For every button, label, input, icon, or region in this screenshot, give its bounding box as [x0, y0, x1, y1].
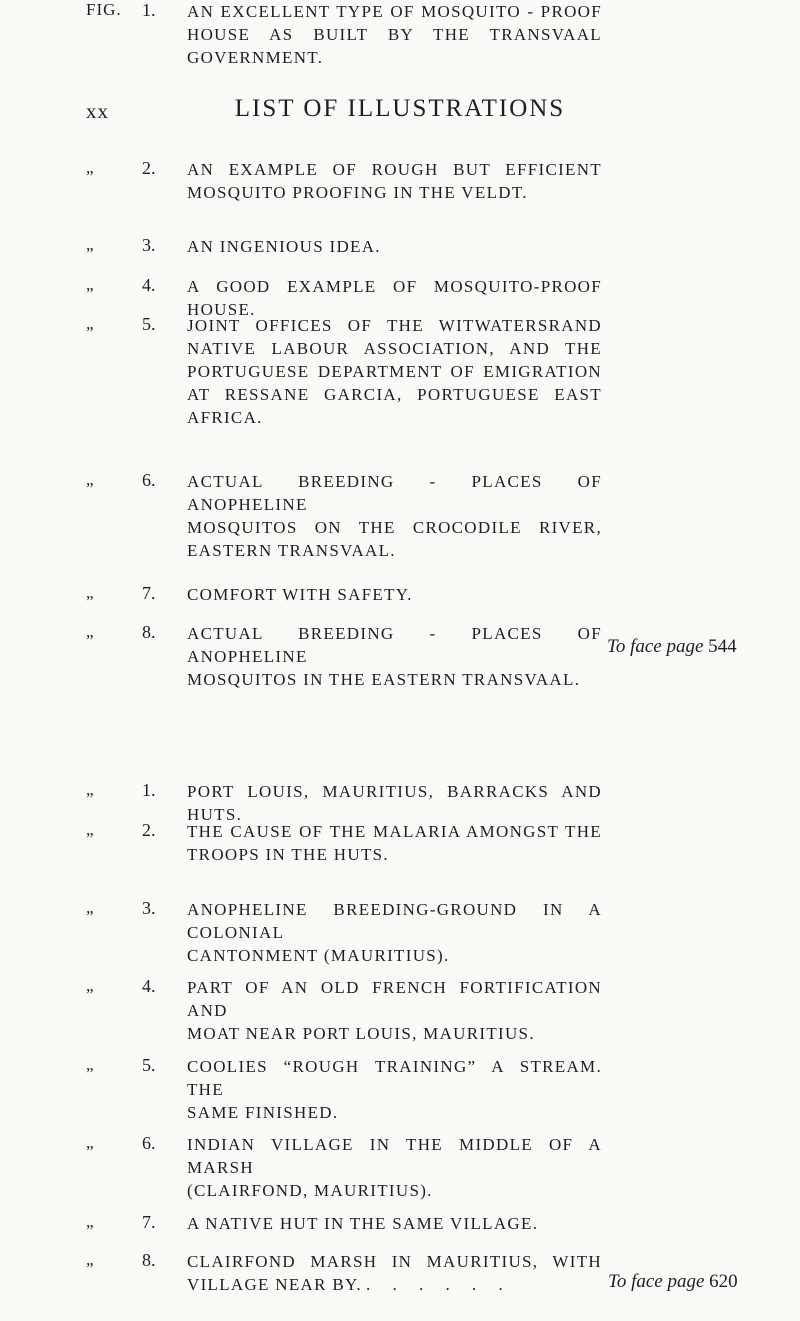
- caption: [187, 0, 602, 69]
- page-ref-prefix: To face page: [607, 636, 704, 657]
- fig-number: 2.: [142, 820, 156, 840]
- fig-label: „: [86, 1212, 95, 1231]
- caption: [187, 314, 602, 429]
- caption-line: (CLAIRFOND, MAURITIUS).: [187, 1181, 433, 1200]
- caption-line: ANOPHELINE BREEDING-GROUND IN A COLONIAL: [187, 900, 602, 942]
- fig-number: 2.: [142, 158, 156, 178]
- fig-label: „: [86, 470, 95, 489]
- caption-line: INDIAN VILLAGE IN THE MIDDLE OF A MARSH: [187, 1135, 602, 1177]
- fig-number: 4.: [142, 976, 156, 996]
- fig-number: 5.: [142, 1055, 156, 1075]
- caption-line: VILLAGE NEAR BY.: [187, 1275, 362, 1294]
- caption: [187, 235, 602, 258]
- caption: [187, 1055, 602, 1124]
- caption-line: ACTUAL BREEDING - PLACES OF ANOPHELINE: [187, 624, 602, 666]
- leader-dots: . . . . . .: [366, 1275, 512, 1294]
- caption-line: COMFORT WITH SAFETY.: [187, 585, 413, 604]
- caption-line: GOVERNMENT.: [187, 48, 324, 67]
- fig-label: „: [86, 1133, 95, 1152]
- caption-line: MOSQUITOS ON THE CROCODILE RIVER,: [187, 518, 602, 537]
- fig-number: 1.: [142, 780, 156, 800]
- caption-line: NATIVE LABOUR ASSOCIATION, AND THE: [187, 339, 602, 358]
- page-reference: [607, 636, 737, 658]
- caption-line: AT RESSANE GARCIA, PORTUGUESE EAST: [187, 385, 602, 404]
- caption: [187, 820, 602, 866]
- fig-number: 7.: [142, 583, 156, 603]
- caption-line: MOSQUITO PROOFING IN THE VELDT.: [187, 183, 528, 202]
- caption-line: ACTUAL BREEDING - PLACES OF ANOPHELINE: [187, 472, 602, 514]
- caption: [187, 470, 602, 562]
- caption: [187, 158, 602, 204]
- caption: [187, 1212, 602, 1235]
- page-reference: [608, 1271, 738, 1293]
- fig-label: „: [86, 314, 95, 333]
- fig-number: 4.: [142, 275, 156, 295]
- caption-line: SAME FINISHED.: [187, 1103, 339, 1122]
- caption-line: CANTONMENT (MAURITIUS).: [187, 946, 450, 965]
- fig-number: 8.: [142, 622, 156, 642]
- fig-number: 7.: [142, 1212, 156, 1232]
- fig-number: 6.: [142, 1133, 156, 1153]
- fig-label: „: [86, 1055, 95, 1074]
- caption-line: CLAIRFOND MARSH IN MAURITIUS, WITH: [187, 1252, 602, 1271]
- caption-line: AFRICA.: [187, 408, 263, 427]
- caption-line: PART OF AN OLD FRENCH FORTIFICATION AND: [187, 978, 602, 1020]
- fig-number: 1.: [142, 0, 156, 20]
- caption-line: PORT LOUIS, MAURITIUS, BARRACKS AND HUTS.: [187, 782, 602, 824]
- caption: [187, 976, 602, 1045]
- page-header: [0, 95, 800, 125]
- caption: [187, 622, 602, 691]
- fig-number: 3.: [142, 898, 156, 918]
- fig-label: „: [86, 275, 95, 294]
- caption-line: TROOPS IN THE HUTS.: [187, 845, 389, 864]
- caption-line: A GOOD EXAMPLE OF MOSQUITO-PROOF HOUSE.: [187, 277, 602, 319]
- caption-line: HOUSE AS BUILT BY THE TRANSVAAL: [187, 25, 602, 44]
- page-title: LIST OF ILLUSTRATIONS: [234, 95, 566, 122]
- page-ref-number: 620: [709, 1271, 738, 1292]
- fig-label: „: [86, 780, 95, 799]
- caption-line: EASTERN TRANSVAAL.: [187, 541, 396, 560]
- page-number: xx: [86, 99, 109, 123]
- fig-label: „: [86, 622, 95, 641]
- fig-label: „: [86, 820, 95, 839]
- caption-line: AN INGENIOUS IDEA.: [187, 237, 381, 256]
- caption-line: AN EXAMPLE OF ROUGH BUT EFFICIENT: [187, 160, 602, 179]
- fig-label: „: [86, 898, 95, 917]
- fig-number: 8.: [142, 1250, 156, 1270]
- fig-label: FIG.: [86, 0, 122, 19]
- caption: [187, 583, 602, 606]
- fig-label: „: [86, 235, 95, 254]
- fig-number: 5.: [142, 314, 156, 334]
- fig-label: „: [86, 158, 95, 177]
- fig-label: „: [86, 1250, 95, 1269]
- caption-line: PORTUGUESE DEPARTMENT OF EMIGRATION: [187, 362, 602, 381]
- caption: [187, 1133, 602, 1202]
- caption-line: JOINT OFFICES OF THE WITWATERSRAND: [187, 316, 602, 335]
- page-ref-prefix: To face page: [608, 1271, 705, 1292]
- fig-number: 6.: [142, 470, 156, 490]
- caption-line: AN EXCELLENT TYPE OF MOSQUITO - PROOF: [187, 2, 602, 21]
- caption-line: COOLIES “ROUGH TRAINING” A STREAM. THE: [187, 1057, 602, 1099]
- caption: [187, 898, 602, 967]
- fig-label: „: [86, 583, 95, 602]
- caption-line: MOAT NEAR PORT LOUIS, MAURITIUS.: [187, 1024, 535, 1043]
- caption-line: THE CAUSE OF THE MALARIA AMONGST THE: [187, 822, 602, 841]
- page-ref-number: 544: [708, 636, 737, 657]
- fig-number: 3.: [142, 235, 156, 255]
- fig-label: „: [86, 976, 95, 995]
- caption-line: A NATIVE HUT IN THE SAME VILLAGE.: [187, 1214, 539, 1233]
- caption-line: MOSQUITOS IN THE EASTERN TRANSVAAL.: [187, 670, 581, 689]
